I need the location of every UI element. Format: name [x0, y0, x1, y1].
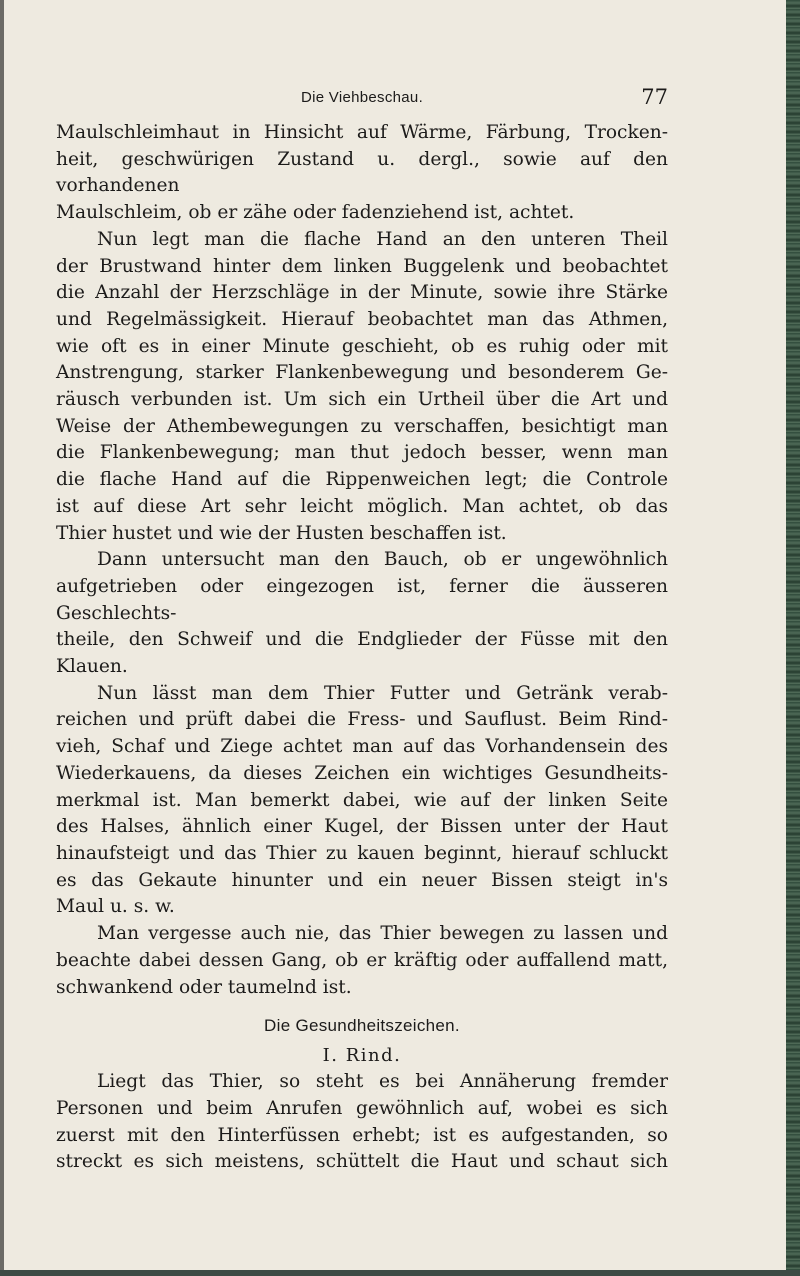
text-line: Man vergesse auch nie, das Thier bewegen zu lassen und — [97, 923, 668, 945]
text-line: und Regelmässigkeit. Hierauf beobachtet man das Athmen, — [56, 308, 668, 330]
page-body — [56, 120, 668, 1176]
text-line: Maulschleim, ob er zähe oder fadenziehend ist, achtet. — [56, 202, 575, 224]
text-line: hinaufsteigt und das Thier zu kauen beginnt, hierauf schluckt — [56, 842, 668, 864]
text-line: Personen und beim Anrufen gewöhnlich auf, wobei es sich — [56, 1097, 668, 1119]
text-line: der Brustwand hinter dem linken Buggelenk und beobachtet — [56, 255, 668, 277]
text-line: schwankend oder taumelnd ist. — [56, 976, 352, 998]
text-line: aufgetrieben oder eingezogen ist, ferner die äusseren Geschlechts- — [56, 575, 668, 624]
text-line: reichen und prüft dabei die Fress- und Sauflust. Beim Rind- — [56, 709, 668, 731]
text-line: die Anzahl der Herzschläge in der Minute, sowie ihre Stärke — [56, 282, 668, 304]
text-line: die flache Hand auf die Rippenweichen legt; die Controle — [56, 469, 668, 491]
text-line: merkmal ist. Man bemerkt dabei, wie auf der linken Seite — [56, 789, 668, 811]
subsection-title: I. Rind. — [322, 1045, 402, 1067]
page-number: 77 — [641, 85, 668, 109]
text-line: beachte dabei dessen Gang, ob er kräftig oder auffallend matt, — [56, 949, 668, 971]
text-line: zuerst mit den Hinterfüssen erhebt; ist es aufgestanden, so — [56, 1124, 668, 1146]
page-header — [56, 85, 668, 115]
text-line: räusch verbunden ist. Um sich ein Urtheil über die Art und — [56, 389, 668, 411]
text-line: Dann untersucht man den Bauch, ob er ungewöhnlich — [97, 549, 668, 571]
text-line: Anstrengung, starker Flankenbewegung und besonderem Ge- — [56, 362, 668, 384]
text-line: Maul u. s. w. — [56, 896, 175, 918]
text-line: des Halses, ähnlich einer Kugel, der Bissen unter der Haut — [56, 816, 668, 838]
text-line: es das Gekaute hinunter und ein neuer Bissen steigt in's — [56, 869, 668, 891]
text-line: Nun lässt man dem Thier Futter und Getränk verab- — [97, 682, 668, 704]
text-line: Wiederkauens, da dieses Zeichen ein wichtiges Gesundheits- — [56, 762, 668, 784]
text-line: die Flankenbewegung; man thut jedoch besser, wenn man — [56, 442, 668, 464]
page-bottom-edge — [0, 1270, 800, 1276]
text-line: ist auf diese Art sehr leicht möglich. Man achtet, ob das — [56, 495, 668, 517]
section-title: Die Gesundheitszeichen. — [264, 1016, 460, 1036]
text-line: Klauen. — [56, 656, 128, 678]
page-left-edge — [0, 0, 4, 1276]
page-right-edge — [786, 0, 800, 1276]
text-line: Weise der Athembewegungen zu verschaffen, besichtigt man — [56, 415, 668, 437]
text-line: streckt es sich meistens, schüttelt die Haut und schaut sich — [56, 1151, 668, 1173]
text-line: Thier hustet und wie der Husten beschaffen ist. — [56, 522, 507, 544]
text-line: Maulschleimhaut in Hinsicht auf Wärme, Färbung, Trocken- — [56, 122, 668, 143]
text-line: vieh, Schaf und Ziege achtet man auf das Vorhandensein des — [56, 736, 668, 758]
running-head: Die Viehbeschau. — [300, 89, 424, 106]
text-line: Nun legt man die flache Hand an den unteren Theil — [97, 228, 668, 250]
text-line: wie oft es in einer Minute geschieht, ob es ruhig oder mit — [56, 335, 668, 357]
text-line: Liegt das Thier, so steht es bei Annäherung fremder — [97, 1071, 668, 1093]
text-line: theile, den Schweif und die Endglieder der Füsse mit den — [56, 629, 668, 651]
text-line: heit, geschwürigen Zustand u. dergl., sowie auf den vorhandenen — [56, 148, 668, 197]
